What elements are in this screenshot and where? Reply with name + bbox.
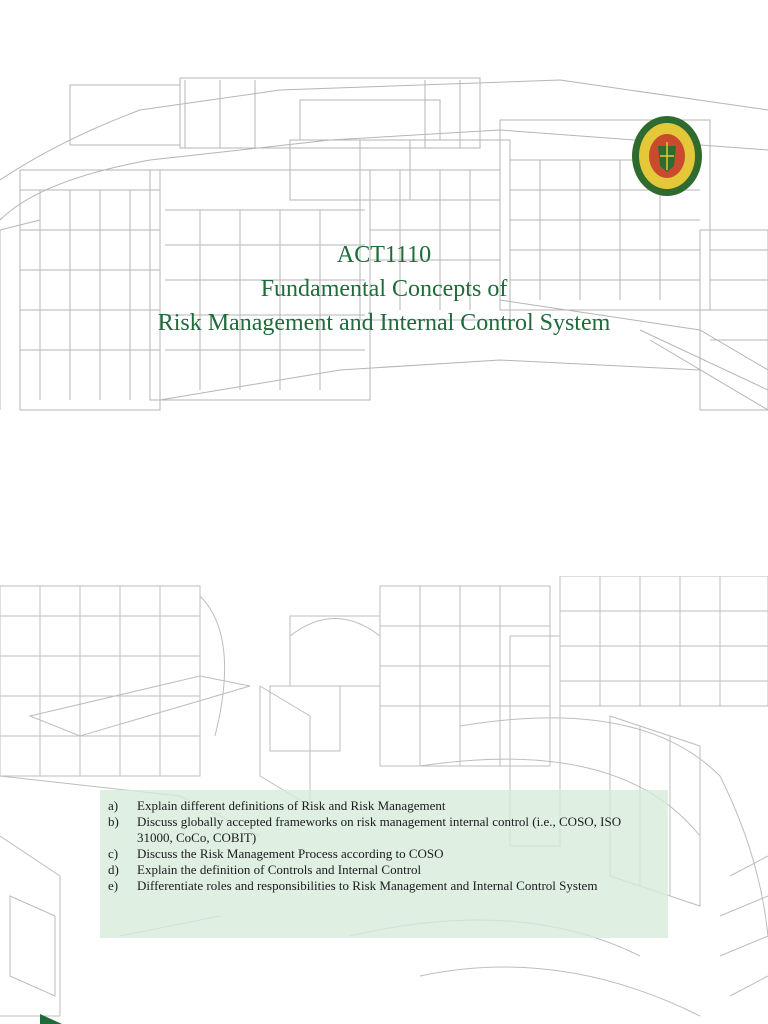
objective-item-e [108,878,652,894]
objectives-list [108,798,652,894]
learning-objectives-box [100,790,668,938]
objective-item-a [108,798,652,814]
objective-marker: c) [108,846,119,861]
slide-corner-accent [40,1014,62,1024]
objective-marker: e) [108,878,119,893]
objective-text: Discuss globally accepted frameworks on risk management internal control (i.e., COSO, ISO 31000, CoCo, COBIT) [137,814,622,845]
title-line-2: Risk Management and Internal Control System [157,310,611,336]
objective-item-c [108,846,652,862]
objective-item-b [108,814,652,846]
title-block [0,238,768,340]
university-seal-icon [630,114,704,198]
objective-item-d [108,862,652,878]
university-seal-logo [630,114,704,198]
objective-marker: a) [108,798,119,813]
objective-text: Explain different definitions of Risk and Risk Management [137,798,446,813]
course-code: ACT1110 [336,242,432,268]
objectives-slide [0,576,768,1024]
title-slide [0,70,768,432]
objective-text: Discuss the Risk Management Process according to COSO [137,846,444,861]
objective-text: Explain the definition of Controls and Internal Control [137,862,422,877]
objective-marker: b) [108,814,119,829]
objective-marker: d) [108,862,119,877]
title-line-1: Fundamental Concepts of [260,276,508,302]
objective-text: Differentiate roles and responsibilities to Risk Management and Internal Control System [137,878,598,893]
